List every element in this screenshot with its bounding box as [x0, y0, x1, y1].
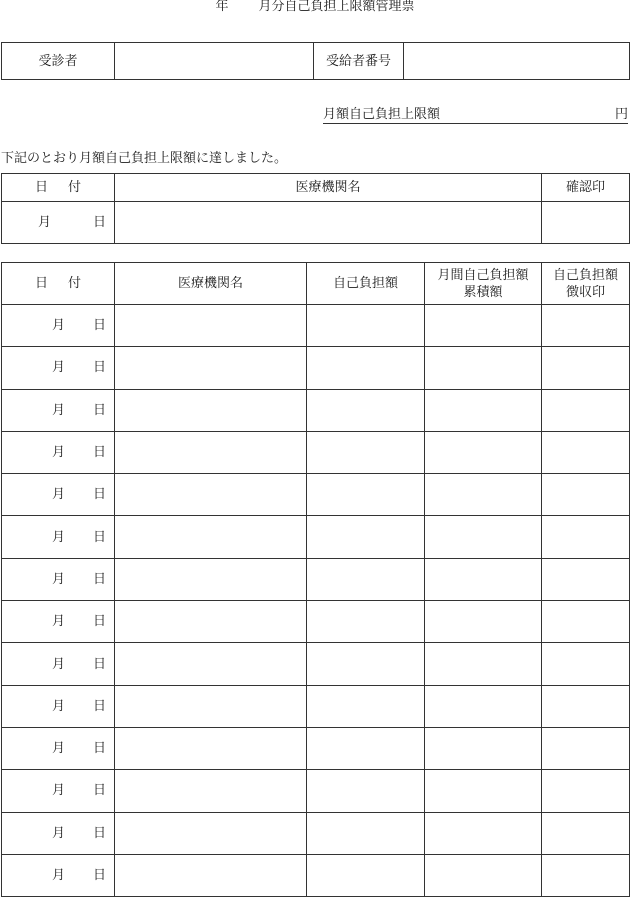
log-cumulative-cell[interactable] [425, 854, 542, 896]
log-cumulative-cell[interactable] [425, 431, 542, 473]
table-row [2, 812, 630, 854]
log-copay-cell[interactable] [307, 558, 425, 600]
log-copay-cell[interactable] [307, 727, 425, 769]
log-copay-cell[interactable] [307, 431, 425, 473]
table-row [2, 474, 630, 516]
log-institution-cell[interactable] [115, 601, 307, 643]
log-collected-seal-cell[interactable] [542, 812, 630, 854]
log-date-cell[interactable]: 月 日 [2, 558, 115, 600]
log-collected-seal-cell[interactable] [542, 770, 630, 812]
log-cumulative-cell[interactable] [425, 516, 542, 558]
log-date-cell[interactable]: 月 日 [2, 643, 115, 685]
log-collected-seal-cell[interactable] [542, 389, 630, 431]
log-copay-cell[interactable] [307, 685, 425, 727]
log-copay-cell[interactable] [307, 854, 425, 896]
log-cumulative-header: 月間自己負担額 累積額 [425, 263, 542, 305]
log-institution-cell[interactable] [115, 685, 307, 727]
reach-date-cell[interactable]: 月 日 [2, 202, 115, 244]
log-cumulative-cell[interactable] [425, 347, 542, 389]
log-cumulative-cell[interactable] [425, 812, 542, 854]
log-date-cell[interactable]: 月 日 [2, 305, 115, 347]
log-institution-cell[interactable] [115, 727, 307, 769]
monthly-limit-unit: 円 [614, 107, 628, 122]
table-row [2, 727, 630, 769]
log-date-cell[interactable]: 月 日 [2, 431, 115, 473]
log-collected-seal-cell[interactable] [542, 601, 630, 643]
log-institution-cell[interactable] [115, 474, 307, 516]
log-copay-cell[interactable] [307, 770, 425, 812]
log-copay-cell[interactable] [307, 643, 425, 685]
log-institution-cell[interactable] [115, 305, 307, 347]
log-collected-seal-cell[interactable] [542, 685, 630, 727]
table-row [2, 305, 630, 347]
form-title [0, 0, 630, 16]
log-date-cell[interactable]: 月 日 [2, 685, 115, 727]
log-institution-header: 医療機関名 [115, 263, 307, 305]
log-date-cell[interactable]: 月 日 [2, 727, 115, 769]
log-cumulative-cell[interactable] [425, 558, 542, 600]
title-year: 年 [215, 0, 229, 14]
log-collected-seal-header: 自己負担額 徴収印 [542, 263, 630, 305]
title-rest: 月分自己負担上限額管理票 [258, 0, 415, 14]
log-collected-seal-cell[interactable] [542, 431, 630, 473]
log-date-cell[interactable]: 月 日 [2, 812, 115, 854]
reach-date-header: 日 付 [2, 174, 115, 202]
log-institution-cell[interactable] [115, 431, 307, 473]
log-collected-seal-cell[interactable] [542, 305, 630, 347]
table-row [2, 770, 630, 812]
table-row [2, 347, 630, 389]
log-collected-seal-cell[interactable] [542, 558, 630, 600]
log-cumulative-cell[interactable] [425, 643, 542, 685]
log-cumulative-cell[interactable] [425, 685, 542, 727]
patient-label: 受診者 [2, 43, 115, 80]
monthly-limit-label: 月額自己負担上限額 [323, 107, 441, 122]
log-copay-cell[interactable] [307, 305, 425, 347]
log-collected-seal-cell[interactable] [542, 516, 630, 558]
log-collected-seal-cell[interactable] [542, 643, 630, 685]
recipient-number-field[interactable] [404, 43, 630, 80]
log-cumulative-cell[interactable] [425, 601, 542, 643]
patient-value-field[interactable] [115, 43, 314, 80]
log-institution-cell[interactable] [115, 643, 307, 685]
log-collected-seal-cell[interactable] [542, 727, 630, 769]
log-institution-cell[interactable] [115, 812, 307, 854]
log-date-cell[interactable]: 月 日 [2, 854, 115, 896]
table-row [2, 389, 630, 431]
log-copay-cell[interactable] [307, 601, 425, 643]
log-date-header: 日 付 [2, 263, 115, 305]
log-copay-cell[interactable] [307, 347, 425, 389]
log-collected-seal-cell[interactable] [542, 854, 630, 896]
monthly-limit-line[interactable] [323, 107, 628, 124]
limit-reached-notice: 下記のとおり月額自己負担上限額に達しました。 [1, 151, 288, 166]
log-institution-cell[interactable] [115, 854, 307, 896]
log-institution-cell[interactable] [115, 347, 307, 389]
log-cumulative-cell[interactable] [425, 389, 542, 431]
log-institution-cell[interactable] [115, 389, 307, 431]
log-copay-header: 自己負担額 [307, 263, 425, 305]
limit-reached-table [1, 173, 630, 244]
table-row [2, 685, 630, 727]
log-institution-cell[interactable] [115, 558, 307, 600]
log-date-cell[interactable]: 月 日 [2, 516, 115, 558]
reach-seal-header: 確認印 [542, 174, 630, 202]
log-cumulative-cell[interactable] [425, 770, 542, 812]
recipient-number-label: 受給者番号 [314, 43, 404, 80]
log-copay-cell[interactable] [307, 516, 425, 558]
log-collected-seal-cell[interactable] [542, 347, 630, 389]
log-cumulative-cell[interactable] [425, 474, 542, 516]
log-date-cell[interactable]: 月 日 [2, 601, 115, 643]
log-date-cell[interactable]: 月 日 [2, 347, 115, 389]
table-row [2, 431, 630, 473]
log-cumulative-cell[interactable] [425, 305, 542, 347]
reach-institution-cell[interactable] [115, 202, 542, 244]
log-cumulative-cell[interactable] [425, 727, 542, 769]
log-date-cell[interactable]: 月 日 [2, 389, 115, 431]
patient-info-table [1, 42, 630, 80]
log-date-cell[interactable]: 月 日 [2, 770, 115, 812]
log-copay-cell[interactable] [307, 812, 425, 854]
reach-seal-cell[interactable] [542, 202, 630, 244]
table-row [2, 643, 630, 685]
log-institution-cell[interactable] [115, 516, 307, 558]
log-copay-cell[interactable] [307, 389, 425, 431]
log-institution-cell[interactable] [115, 770, 307, 812]
table-row [2, 516, 630, 558]
table-row [2, 558, 630, 600]
log-copay-cell[interactable] [307, 474, 425, 516]
copay-log-table [1, 262, 630, 897]
table-row [2, 854, 630, 896]
table-row [2, 601, 630, 643]
log-date-cell[interactable]: 月 日 [2, 474, 115, 516]
log-collected-seal-cell[interactable] [542, 474, 630, 516]
reach-institution-header: 医療機関名 [115, 174, 542, 202]
